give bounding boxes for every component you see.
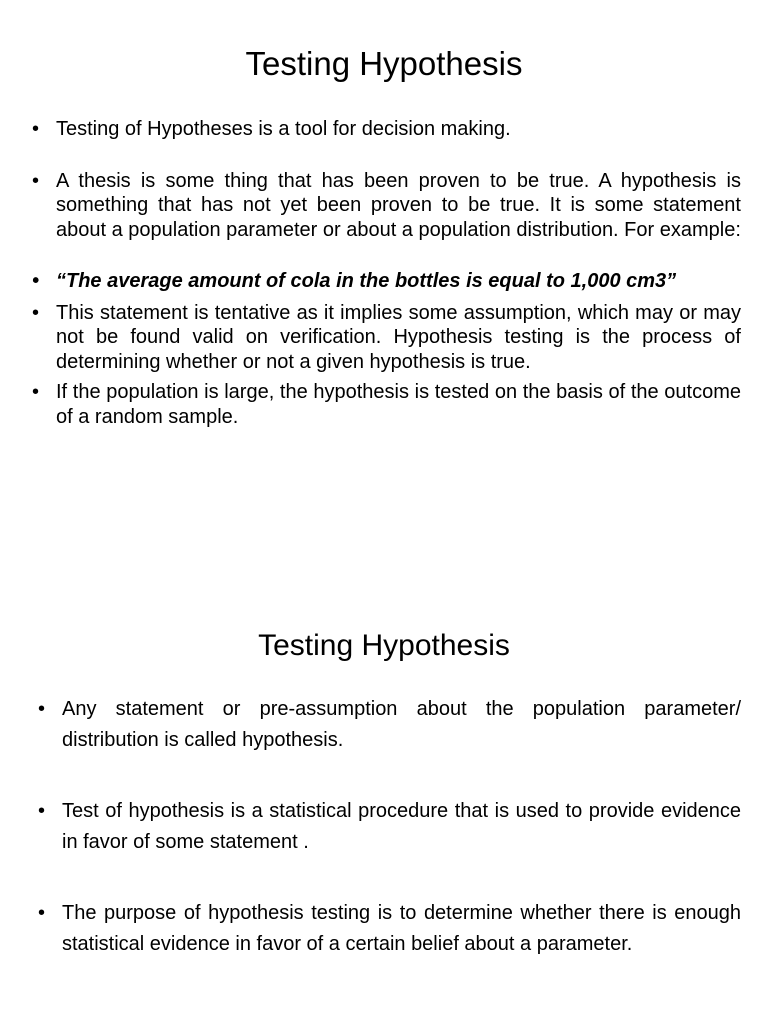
slide-1-bullet-list bbox=[32, 117, 741, 429]
bullet-item: • A thesis is some thing that has been proven to be true. A hypothesis is something that has not yet been proven to be true. It is some statement about a population parameter or about a population distribution. For example: bbox=[32, 169, 741, 243]
bullet-item: • Testing of Hypotheses is a tool for decision making. bbox=[32, 117, 741, 142]
slide-2 bbox=[0, 590, 768, 1024]
bullet-item-example-quote: • “The average amount of cola in the bottles is equal to 1,000 cm3” bbox=[32, 269, 741, 294]
slide-2-bullet-list bbox=[38, 694, 741, 960]
bullet-item: • Test of hypothesis is a statistical procedure that is used to provide evidence in favor of some statement . bbox=[38, 796, 741, 858]
bullet-item: • Any statement or pre-assumption about the population parameter/ distribution is called hypothesis. bbox=[38, 694, 741, 756]
slide-1-title: Testing Hypothesis bbox=[245, 45, 523, 82]
bullet-item: • This statement is tentative as it implies some assumption, which may or may not be found valid on verification. Hypothesis testing is the process of determining whether or not a given hypothesis is true. bbox=[32, 301, 741, 375]
bullet-item: • The purpose of hypothesis testing is to determine whether there is enough statistical evidence in favor of a certain belief about a parameter. bbox=[38, 898, 741, 960]
bullet-item: • If the population is large, the hypothesis is tested on the basis of the outcome of a random sample. bbox=[32, 380, 741, 429]
slide-2-title: Testing Hypothesis bbox=[258, 629, 510, 662]
